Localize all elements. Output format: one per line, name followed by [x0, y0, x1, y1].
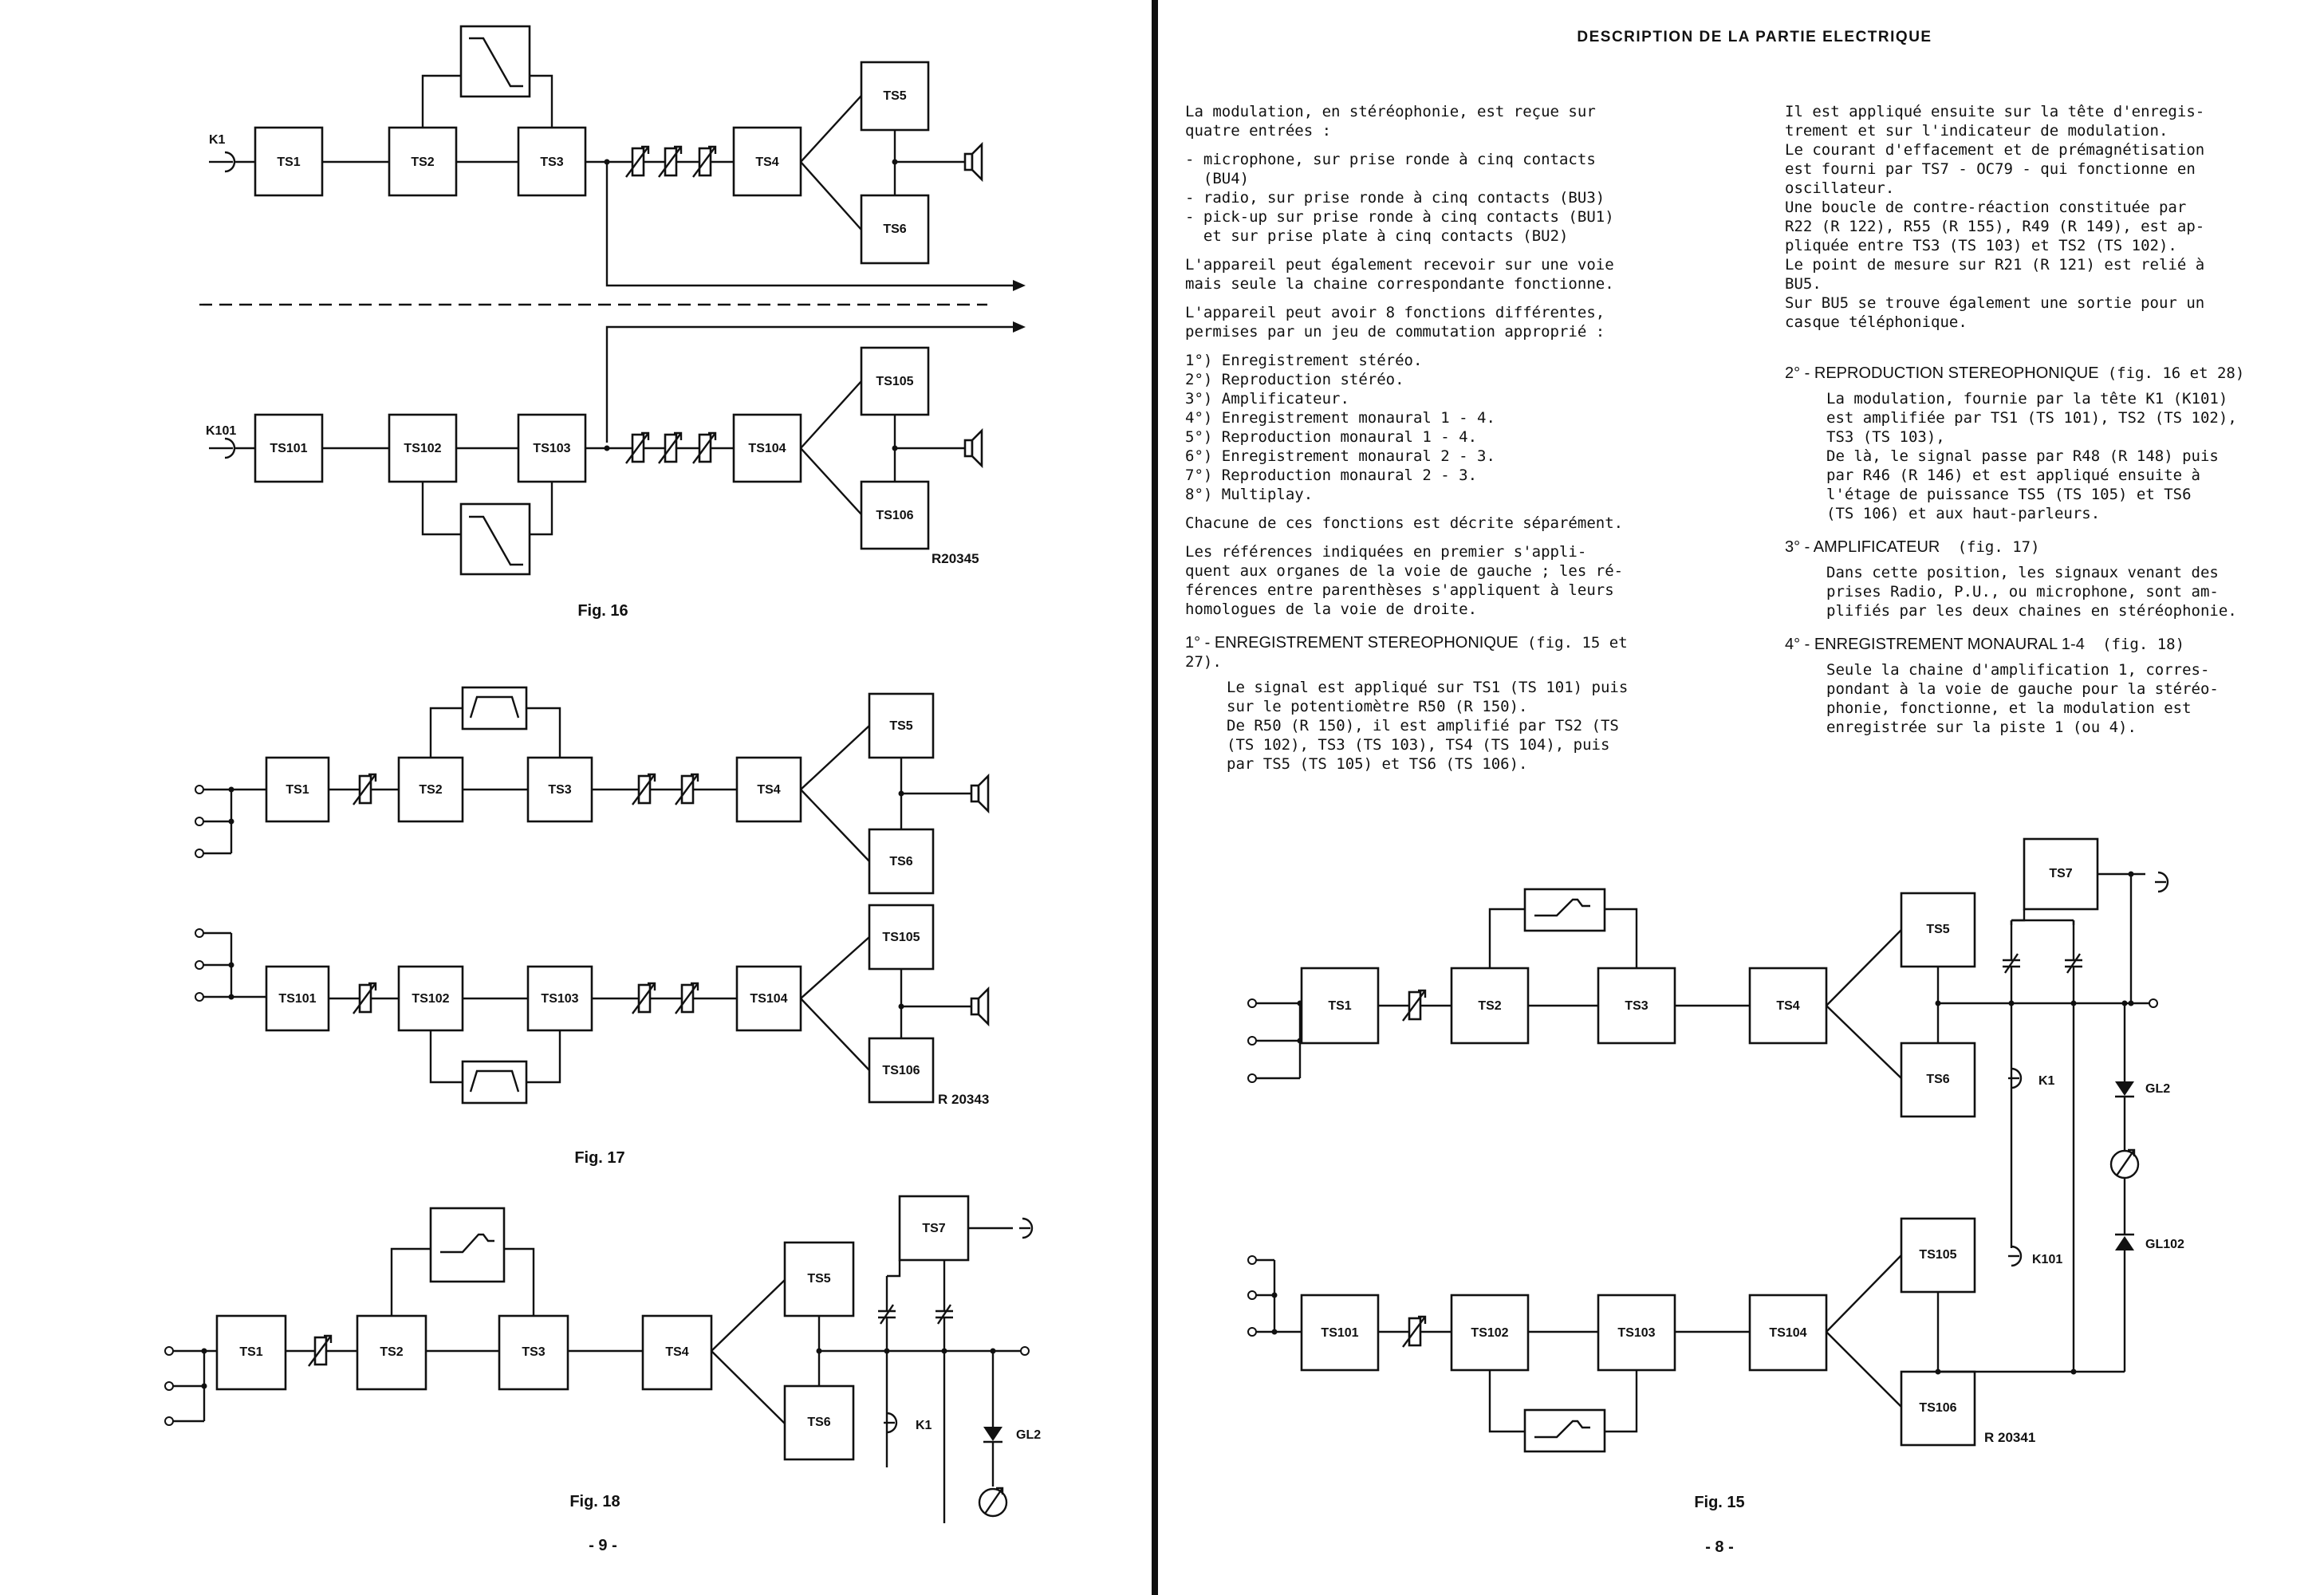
fig18-ts3-label: TS3	[522, 1345, 546, 1359]
single-channel-paragraph: L'appareil peut également recevoir sur une voie mais seule la chaine correspondante fonctionne.	[1185, 256, 1614, 293]
fig18-caption: Fig. 18	[569, 1493, 620, 1510]
right-page-number: - 8 -	[1705, 1538, 1734, 1556]
fig15-caption: Fig. 15	[1694, 1494, 1745, 1511]
section-4-fig-ref: (fig. 18)	[2102, 636, 2185, 653]
functions-list: 1°) Enregistrement stéréo. 2°) Reproduction stéréo. 3°) Amplificateur. 4°) Enregistrement monaural 1 - 4. 5°) Reproduction monaural 1 - 4. 6°) Enregistrement monaural 2 - 3. 7°) Reproduction monaural 2 - 3. 8°) Multiplay.	[1185, 352, 1495, 503]
fig15-ts7-label: TS7	[2049, 867, 2073, 880]
fig16-diagram	[199, 26, 1026, 620]
fig18-ts5-label: TS5	[807, 1272, 831, 1286]
fig15-k1-label: K1	[2038, 1074, 2055, 1088]
fig16-ts105-label: TS105	[876, 375, 914, 388]
references-paragraph: Les références indiquées en premier s'appli- quent aux organes de la voie de gauche ; les ré- férences entre parenthèses s'appliquent à leurs homologues de la voie de droite.	[1185, 543, 1624, 618]
fig16-k101-label: K101	[206, 424, 237, 438]
fig17-ts101-label: TS101	[278, 992, 317, 1006]
fig15-ts2-label: TS2	[1478, 999, 1502, 1013]
fig17-ts105-label: TS105	[882, 931, 920, 944]
recording-continuation: Il est appliqué ensuite sur la tête d'enregis- trement et sur l'indicateur de modulation. Le courant d'effacement et de prémagnétisation est fourni par TS7 - OC79 - qui fonctionne en oscillateur. Une boucle de contre-réaction constituée par R22 (R 122), R55 (R 155), R49 (R 149), est ap- pliquée entre TS3 (TS 103) et TS2 (TS 102). Le point de mesure sur R21 (R 121) est relié à BU5. Sur BU5 se trouve également une sortie pour un casque téléphonique.	[1785, 103, 2205, 331]
fig16-ts102-label: TS102	[404, 442, 442, 455]
fig16-ts6-label: TS6	[883, 223, 907, 236]
inputs-list: - microphone, sur prise ronde à cinq contacts (BU4) - radio, sur prise ronde à cinq contacts (BU3) - pick-up sur prise ronde à cinq contacts (BU1) et sur prise plate à cinq contacts (BU2)	[1185, 151, 1614, 245]
fig15-ts106-label: TS106	[1919, 1401, 1957, 1415]
fig16-ts103-label: TS103	[533, 442, 571, 455]
section-heading-3: 3° - AMPLIFICATEUR (fig. 17)	[1785, 538, 2040, 556]
section-heading-4: 4° - ENREGISTREMENT MONAURAL 1-4 (fig. 18)	[1785, 636, 2185, 653]
fig16-ts1-label: TS1	[277, 156, 301, 169]
section-3-fig-ref: (fig. 17)	[1957, 538, 2040, 556]
fig15-ts6-label: TS6	[1926, 1073, 1950, 1086]
fig15-ts101-label: TS101	[1321, 1326, 1359, 1340]
fig18-gl2-label: GL2	[1016, 1428, 1042, 1442]
fig15-ts3-label: TS3	[1625, 999, 1648, 1013]
fig18-ts4-label: TS4	[665, 1345, 689, 1359]
fig16-ts5-label: TS5	[883, 89, 907, 103]
section-3-body: Dans cette position, les signaux venant des prises Radio, P.U., ou microphone, sont am- plifiés par les deux chaines en stéréophonie.	[1826, 564, 2237, 620]
fig17-caption: Fig. 17	[574, 1149, 625, 1167]
fig15-ts105-label: TS105	[1919, 1248, 1957, 1262]
fig16-ts104-label: TS104	[748, 442, 786, 455]
functions-note: Chacune de ces fonctions est décrite séparément.	[1185, 514, 1624, 532]
fig16-ts3-label: TS3	[540, 156, 564, 169]
fig17-ts106-label: TS106	[882, 1064, 920, 1077]
section-heading-2: 2° - REPRODUCTION STEREOPHONIQUE (fig. 16 et 28)	[1785, 364, 2245, 382]
fig18-ts2-label: TS2	[380, 1345, 404, 1359]
section-heading-1: 1° - ENREGISTREMENT STEREOPHONIQUE (fig. 15 et 27).	[1185, 634, 1628, 671]
fig18-ts6-label: TS6	[807, 1416, 831, 1429]
text-column-left	[1185, 102, 1680, 783]
fig17-ts104-label: TS104	[750, 992, 788, 1006]
section-1-fig-ref: (fig. 15 et 27).	[1185, 634, 1628, 671]
fig15-gl102-label: GL102	[2145, 1238, 2184, 1251]
section-2-fig-ref: (fig. 16 et 28)	[2107, 364, 2245, 382]
text-column-right	[1785, 102, 2295, 746]
fig17-ts102-label: TS102	[412, 992, 450, 1006]
fig15-ts4-label: TS4	[1776, 999, 1800, 1013]
fig16-ts106-label: TS106	[876, 509, 914, 522]
fig16-ts4-label: TS4	[755, 156, 779, 169]
page-title: DESCRIPTION DE LA PARTIE ELECTRIQUE	[1577, 29, 1932, 45]
fig15-gl2-label: GL2	[2145, 1082, 2171, 1096]
fig15-ts103-label: TS103	[1617, 1326, 1656, 1340]
fig18-k1-label: K1	[916, 1419, 932, 1432]
fig18-ts7-label: TS7	[922, 1222, 946, 1235]
functions-intro: L'appareil peut avoir 8 fonctions différentes, permises par un jeu de commutation approprié :	[1185, 304, 1605, 341]
intro-paragraph: La modulation, en stéréophonie, est reçue sur quatre entrées :	[1185, 103, 1596, 140]
fig15-ts1-label: TS1	[1328, 999, 1352, 1013]
fig17-ts2-label: TS2	[419, 783, 443, 797]
section-4-body: Seule la chaine d'amplification 1, corres- pondant à la voie de gauche pour la stéréo- phonie, fonctionne, et la modulation est enregistrée sur la piste 1 (ou 4).	[1826, 661, 2219, 736]
fig17-ts103-label: TS103	[541, 992, 579, 1006]
fig17-ts4-label: TS4	[757, 783, 781, 797]
fig15-k101-label: K101	[2032, 1253, 2063, 1266]
fig16-k1-label: K1	[209, 133, 226, 147]
fig17-ts6-label: TS6	[889, 855, 913, 868]
fig15-ts102-label: TS102	[1471, 1326, 1509, 1340]
section-2-body: La modulation, fournie par la tête K1 (K101) est amplifiée par TS1 (TS 101), TS2 (TS 102), TS3 (TS 103), De là, le signal passe par R48 (R 148) puis par R46 (R 146) et est appliqué ensuite à l'étage de puissance TS5 (TS 105) et TS6 (TS 106) et aux haut-parleurs.	[1826, 390, 2237, 522]
fig15-ts104-label: TS104	[1769, 1326, 1807, 1340]
fig15-ref: R 20341	[1984, 1430, 2036, 1445]
fig17-ref: R 20343	[938, 1092, 990, 1107]
fig16-ts101-label: TS101	[270, 442, 308, 455]
left-page-number: - 9 -	[589, 1537, 617, 1554]
fig15-ts5-label: TS5	[1926, 923, 1950, 936]
fig16-caption: Fig. 16	[577, 602, 628, 620]
fig16-ref: R20345	[932, 551, 979, 566]
fig18-diagram	[165, 1196, 1041, 1523]
fig17-ts1-label: TS1	[286, 783, 309, 797]
fig18-ts1-label: TS1	[239, 1345, 263, 1359]
fig17-diagram	[195, 687, 989, 1167]
fig15-diagram	[1248, 839, 2184, 1511]
fig17-ts5-label: TS5	[889, 719, 913, 733]
fig17-ts3-label: TS3	[548, 783, 572, 797]
fig16-ts2-label: TS2	[411, 156, 435, 169]
section-1-body: Le signal est appliqué sur TS1 (TS 101) puis sur le potentiomètre R50 (R 150). De R50 (R 150), il est amplifié par TS2 (TS (TS 102), TS3 (TS 103), TS4 (TS 104), puis par TS5 (TS 105) et TS6 (TS 106).	[1227, 679, 1629, 773]
